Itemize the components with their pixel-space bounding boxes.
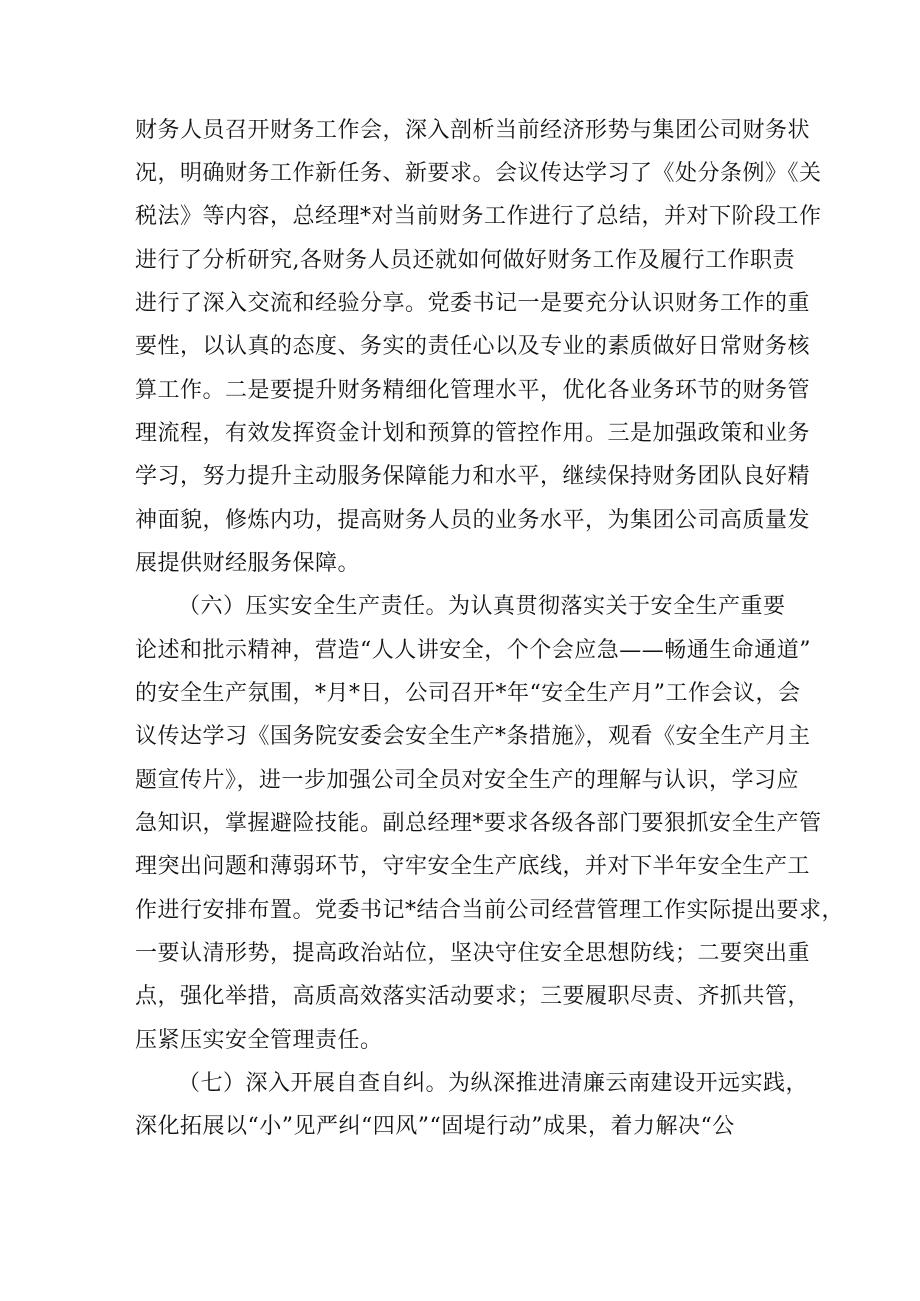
text-line: 压紧压实安全管理责任。 bbox=[135, 1028, 383, 1053]
text-line: 论述和批示精神，营造“人人讲安全，个个会应急——畅通生命通道” bbox=[135, 638, 811, 663]
text-line: 要性，以认真的态度、务实的责任心以及专业的素质做好日常财务核 bbox=[135, 334, 811, 359]
text-line: 财务人员召开财务工作会，深入剖析当前经济形势与集团公司财务状 bbox=[135, 118, 811, 143]
section-heading-paragraph-6: （六）压实安全生产责任。为认真贯彻落实关于安全生产重要 bbox=[178, 594, 786, 619]
text-line: 一要认清形势，提高政治站位，坚决守住安全思想防线；二要突出重 bbox=[135, 941, 811, 966]
text-line: 进行了分析研究,各财务人员还就如何做好财务工作及履行工作职责 bbox=[135, 248, 795, 273]
text-line: 议传达学习《国务院安委会安全生产*条措施》，观看《安全生产月主 bbox=[135, 724, 811, 749]
text-line: 展提供财经服务保障。 bbox=[135, 551, 361, 576]
text-line: 理突出问题和薄弱环节，守牢安全生产底线，并对下半年安全生产工 bbox=[135, 854, 811, 879]
section-heading-paragraph-7: （七）深入开展自查自纠。为纵深推进清廉云南建设开远实践， bbox=[178, 1071, 809, 1096]
text-line: 算工作。二是要提升财务精细化管理水平，优化各业务环节的财务管 bbox=[135, 378, 811, 403]
text-line: 理流程，有效发挥资金计划和预算的管控作用。三是加强政策和业务 bbox=[135, 421, 811, 446]
text-line: 神面貌，修炼内功，提高财务人员的业务水平，为集团公司高质量发 bbox=[135, 508, 811, 533]
text-line: 税法》等内容，总经理*对当前财务工作进行了总结，并对下阶段工作 bbox=[135, 204, 822, 229]
text-line: 深化拓展以“小”见严纠“四风”“固堤行动”成果，着力解决“公 bbox=[135, 1114, 735, 1139]
text-line: 况，明确财务工作新任务、新要求。会议传达学习了《处分条例》《关 bbox=[135, 161, 822, 186]
text-line: 进行了深入交流和经验分享。党委书记一是要充分认识财务工作的重 bbox=[135, 291, 811, 316]
text-line: 点，强化举措，高质高效落实活动要求；三要履职尽责、齐抓共管， bbox=[135, 984, 811, 1009]
text-line: 题宣传片》，进一步加强公司全员对安全生产的理解与认识，学习应 bbox=[135, 768, 800, 793]
text-line: 的安全生产氛围，*月*日，公司召开*年“安全生产月”工作会议，会 bbox=[135, 681, 801, 706]
text-line: 学习，努力提升主动服务保障能力和水平，继续保持财务团队良好精 bbox=[135, 464, 811, 489]
text-line: 作进行安排布置。党委书记*结合当前公司经营管理工作实际提出要求， bbox=[135, 898, 845, 923]
text-line: 急知识，掌握避险技能。副总经理*要求各级各部门要狠抓安全生产管 bbox=[135, 811, 822, 836]
